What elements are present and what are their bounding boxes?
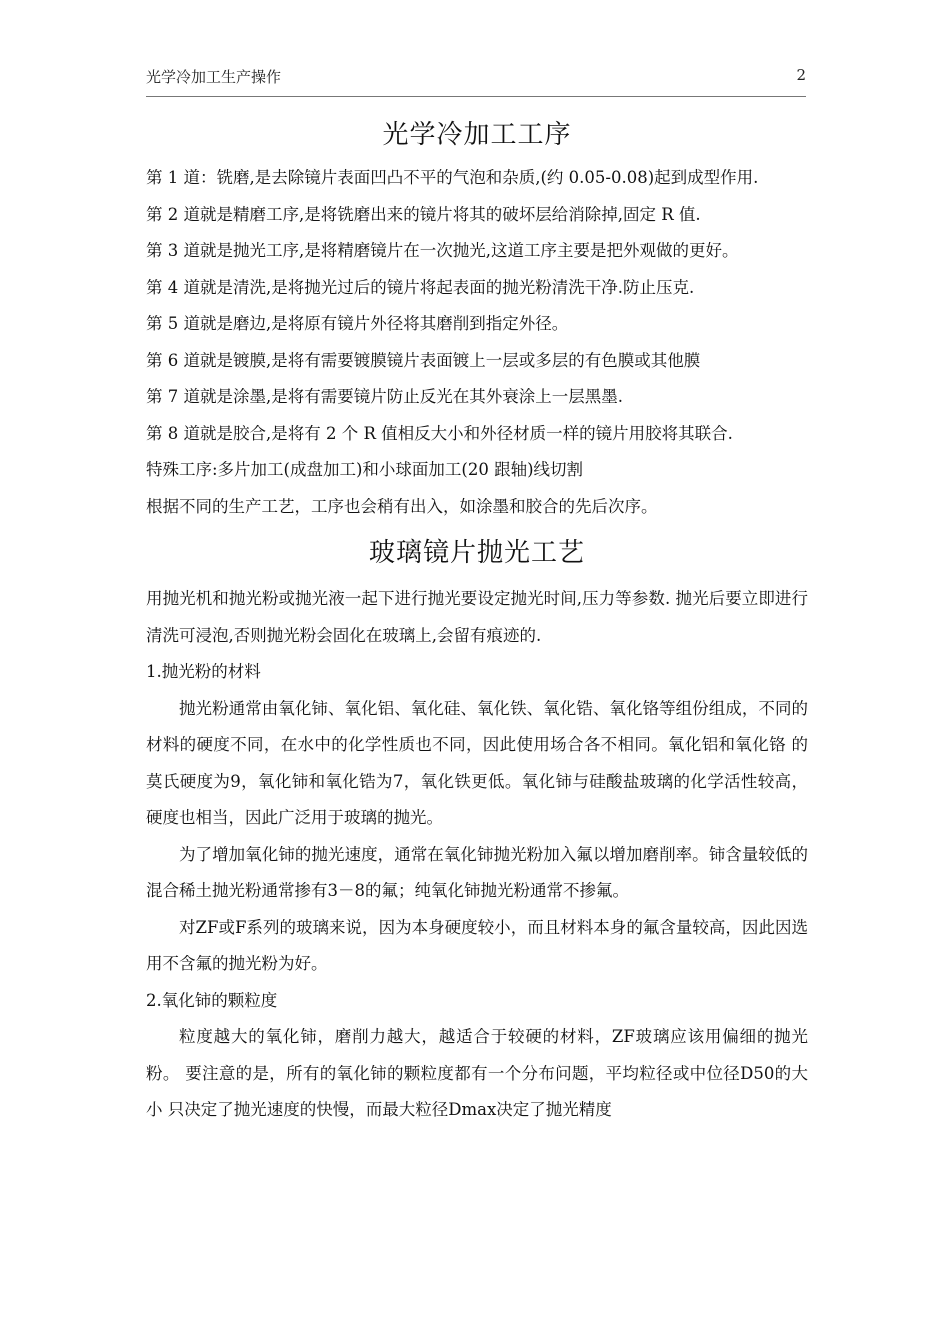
- page-header: [146, 66, 806, 90]
- running-header-title: 光学冷加工生产操作: [146, 68, 282, 86]
- process-step-5: 第 5 道就是磨边,是将原有镜片外径将其磨削到指定外径。: [146, 314, 569, 333]
- process-step-3: 第 3 道就是抛光工序,是将精磨镜片在一次抛光,这道工序主要是把外观做的更好。: [146, 241, 739, 260]
- subsection-heading-granularity: 2.氧化铈的颗粒度: [146, 990, 278, 1010]
- process-step-1: 第 1 道：铣磨,是去除镜片表面凹凸不平的气泡和杂质,(约 0.05-0.08)起到成型作用.: [146, 168, 759, 187]
- process-note: 根据不同的生产工艺，工序也会稍有出入，如涂墨和胶合的先后次序。: [146, 496, 658, 516]
- process-step-8: 第 8 道就是胶合,是将有 2 个 R 值相反大小和外径材质一样的镜片用胶将其联合.: [146, 423, 733, 443]
- materials-paragraph-3: 对ZF或F系列的玻璃来说，因为本身硬度较小，而且材料本身的氟含量较高，因此因选 用不含氟的抛光粉为好。: [146, 917, 808, 973]
- process-step-4: 第 4 道就是清洗,是将抛光过后的镜片将起表面的抛光粉清洗干净.防止压克.: [146, 277, 695, 297]
- granularity-paragraph-1: 粒度越大的氧化铈，磨削力越大，越适合于较硬的材料，ZF玻璃应该用偏细的抛光粉。 要注意的是，所有的氧化铈的颗粒度都有一个分布问题，平均粒径或中位径D50的大小 只决定了抛光速度的快慢，而最大粒径Dmax决定了抛光精度: [146, 1027, 808, 1119]
- document-body: [146, 110, 808, 1129]
- section-title-polishing: 玻璃镜片抛光工艺: [368, 538, 585, 568]
- polishing-intro: 用抛光机和抛光粉或抛光液一起下进行抛光要设定抛光时间,压力等参数. 抛光后要立即进行清洗可浸泡,否则抛光粉会固化在玻璃上,会留有痕迹的.: [146, 589, 808, 645]
- header-divider: [146, 96, 806, 97]
- process-step-6: 第 6 道就是镀膜,是将有需要镀膜镜片表面镀上一层或多层的有色膜或其他膜: [146, 350, 701, 370]
- process-step-7: 第 7 道就是涂墨,是将有需要镜片防止反光在其外衰涂上一层黑墨.: [146, 387, 623, 406]
- section-title-cold-processing: 光学冷加工工序: [382, 120, 572, 150]
- process-step-2: 第 2 道就是精磨工序,是将铣磨出来的镜片将其的破坏层给消除掉,固定 R 值.: [146, 204, 701, 224]
- subsection-heading-materials: 1.抛光粉的材料: [146, 662, 261, 681]
- page-number: 2: [796, 66, 806, 84]
- special-process: 特殊工序:多片加工(成盘加工)和小球面加工(20 跟轴)线切割: [146, 460, 584, 479]
- materials-paragraph-2: 为了增加氧化铈的抛光速度，通常在氧化铈抛光粉加入氟以增加磨削率。铈含量较低的 混合稀土抛光粉通常掺有3－8的氟；纯氧化铈抛光粉通常不掺氟。: [146, 844, 808, 900]
- materials-paragraph-1: 抛光粉通常由氧化铈、氧化铝、氧化硅、氧化铁、氧化锆、氧化铬等组份组成，不同的 材料的硬度不同，在水中的化学性质也不同，因此使用场合各不相同。氧化铝和氧化铬 的莫氏硬度为9，氧化铈和氧化锆为7，氧化铁更低。氧化铈与硅酸盐玻璃的化学活性较高，硬度也相当，因此广泛用于玻璃的抛光。: [146, 698, 808, 827]
